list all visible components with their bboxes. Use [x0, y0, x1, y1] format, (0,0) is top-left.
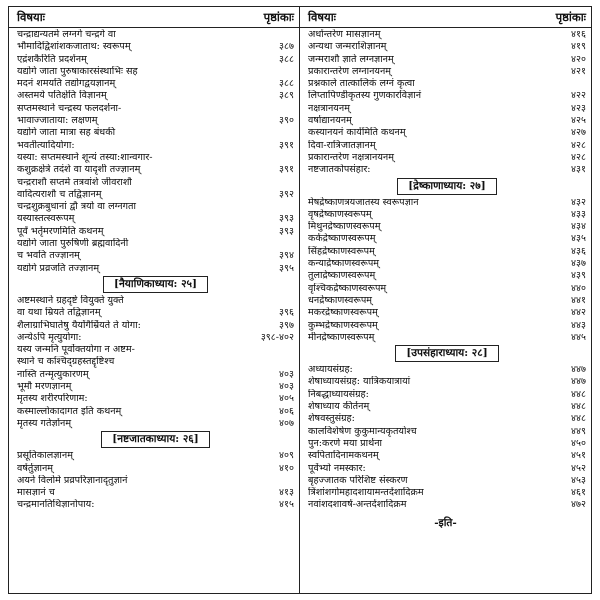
entry-title: एद्रंशकैरिति प्रदर्शनम् — [17, 53, 87, 65]
entry-page-number: ३९२ — [279, 188, 294, 200]
entry-title: सिंहद्रेष्काणस्वरूपम् — [308, 245, 375, 257]
entry-page-number: ३८७ — [279, 41, 294, 53]
entry-page-number: ४५० — [571, 437, 586, 449]
entry-page-number: ४६१ — [571, 487, 586, 499]
index-entry — [308, 41, 586, 53]
subject-heading: विषयाः — [17, 10, 45, 24]
index-entry — [308, 258, 586, 270]
index-entry — [17, 381, 294, 393]
entry-page-number: ३९३ — [279, 225, 294, 237]
index-entry — [17, 393, 294, 405]
index-entry — [308, 115, 586, 127]
entry-page-number: ४०७ — [279, 417, 294, 429]
entry-page-number: ४४० — [571, 282, 586, 294]
index-entry — [17, 90, 294, 102]
index-entry — [308, 140, 586, 152]
chapter-title: [नैयाणिकाध्याय: २५] — [103, 276, 208, 293]
entry-page-number: ४४२ — [571, 307, 586, 319]
entry-title: नास्ति तन्मृत्युकारणम् — [17, 368, 89, 380]
entry-page-number: ४४३ — [571, 319, 586, 331]
entry-page-number: ४३१ — [571, 164, 586, 176]
entry-title: भौमादिद्विशांशकजाताथ: स्वरूपम् — [17, 41, 131, 53]
index-entry — [17, 406, 294, 418]
entry-page-number: ४१३ — [279, 487, 294, 499]
index-entry — [308, 246, 586, 258]
entry-title: पुन:करणे मया प्रार्थना — [308, 437, 383, 449]
entry-page-number: ४२८ — [571, 139, 586, 151]
index-entry — [17, 344, 294, 356]
index-entry — [17, 140, 294, 152]
entry-title: मृतस्य गतेर्ज्ञानम् — [17, 417, 72, 429]
left-column-header — [9, 7, 299, 28]
index-entry — [17, 320, 294, 332]
right-entry-list — [300, 28, 591, 512]
entry-page-number: ४७२ — [571, 499, 586, 511]
entry-title: अध्यायसंग्रह: — [308, 364, 353, 376]
entry-page-number: ३९१ — [279, 139, 294, 151]
index-entry — [308, 270, 586, 282]
right-column-header — [300, 7, 591, 28]
subject-heading: विषयाः — [308, 10, 336, 24]
entry-title: धनद्रेष्काणस्वरूपम् — [308, 294, 373, 306]
index-entry — [308, 364, 586, 376]
entry-title: अन्येऽपि मृत्युयोगा: — [17, 331, 82, 343]
entry-title: यद्योगे जाता पुरुषिणी ब्रह्मवादिनी — [17, 238, 129, 250]
entry-title: यस्यास्तत्स्वरूपम् — [17, 213, 75, 225]
left-column — [9, 7, 300, 593]
entry-page-number: ४४८ — [571, 388, 586, 400]
index-entry — [308, 401, 586, 413]
entry-title: कस्माल्लोकादागत इति कथनम् — [17, 405, 122, 417]
index-entry — [308, 320, 586, 332]
index-entry — [308, 29, 586, 41]
entry-page-number: ४१५ — [279, 499, 294, 511]
chapter-heading — [308, 345, 586, 362]
chapter-title: [नष्टजातकाध्याय: २६] — [101, 431, 209, 448]
entry-title: नवांशदशावर्ष-अन्तर्दशादिक्रम — [308, 499, 407, 511]
entry-title: वादित्यराशौ च तद्विज्ञानम् — [17, 188, 102, 200]
entry-page-number: ४५२ — [571, 462, 586, 474]
entry-page-number: ३९५ — [279, 262, 294, 274]
index-entry — [308, 103, 586, 115]
index-entry — [308, 475, 586, 487]
index-entry — [308, 438, 586, 450]
entry-page-number: ३९७ — [279, 319, 294, 331]
entry-title: भावाज्जाताया: लक्षणम् — [17, 115, 98, 127]
index-entry — [308, 221, 586, 233]
chapter-title: [द्रेष्काणाध्याय: २७] — [397, 178, 496, 195]
entry-page-number: ४३६ — [571, 245, 586, 257]
index-entry — [308, 389, 586, 401]
entry-page-number: ३९४ — [279, 250, 294, 262]
index-entry — [308, 307, 586, 319]
entry-page-number: ४२२ — [571, 90, 586, 102]
entry-page-number: ३९१ — [279, 164, 294, 176]
entry-title: जन्मराशौ ज्ञाते लग्नज्ञानम् — [308, 53, 394, 65]
entry-title: चन्द्राद्यन्यतमे लग्नगे चन्द्रगे वा — [17, 29, 116, 40]
entry-title: चन्द्रमानतिथिज्ञानोपाय: — [17, 499, 95, 511]
entry-title: कर्कद्रेष्काणस्वरूपम् — [308, 233, 376, 245]
index-entry — [17, 238, 294, 250]
entry-title: प्रकारान्तरेण लग्नानयनम् — [308, 65, 392, 77]
index-entry — [17, 475, 294, 487]
entry-title: सप्तमस्थाने चन्द्रस्य फलदर्शना- — [17, 102, 122, 114]
index-entry — [17, 115, 294, 127]
entry-page-number: ४४८ — [571, 401, 586, 413]
index-entry — [308, 413, 586, 425]
index-page — [8, 6, 592, 594]
entry-title: लिप्तापिण्डीकृतस्य गुणकारविज्ञानं — [308, 90, 422, 102]
entry-page-number: ४५१ — [571, 450, 586, 462]
index-entry — [17, 164, 294, 176]
entry-page-number: ३९० — [279, 115, 294, 127]
entry-title: चन्द्रशुक्रबुधानां द्वौ त्रयो वा लग्नगता — [17, 201, 136, 213]
index-entry — [17, 127, 294, 139]
entry-title: कालविशेषेण कुकुमान्यकृतयोश्च — [308, 425, 417, 437]
entry-title: प्रसूतिकालज्ञानम् — [17, 450, 73, 462]
entry-page-number: ४१९ — [571, 41, 586, 53]
page-heading: पृष्ठांकाः — [263, 10, 294, 24]
entry-title: अन्यथा जन्मराशिज्ञानम् — [308, 41, 387, 53]
index-entry — [17, 499, 294, 511]
index-entry — [17, 250, 294, 262]
index-entry — [308, 66, 586, 78]
entry-page-number: ४०३ — [279, 381, 294, 393]
index-entry — [308, 283, 586, 295]
entry-title: मृतस्य शरीरपरिणाम: — [17, 393, 88, 405]
index-entry — [308, 499, 586, 511]
index-entry — [17, 66, 294, 78]
entry-title: अयने विलोमे प्रव्रपरिज्ञानादृतुज्ञानं — [17, 474, 128, 486]
entry-title: तुलाद्रेष्काणस्वरूपम् — [308, 270, 376, 282]
index-entry — [17, 307, 294, 319]
entry-title: स्वपितादिनामकथनम् — [308, 450, 379, 462]
right-column — [300, 7, 591, 593]
index-entry — [17, 369, 294, 381]
index-entry — [308, 164, 586, 176]
entry-title: मकरद्रेष्काणस्वरूपम् — [308, 307, 378, 319]
entry-title: कन्याद्रेष्काणस्वरूपम् — [308, 258, 380, 270]
entry-title: यस्या: सप्तमस्थाने शून्यं तस्या:शान्वगार- — [17, 151, 153, 163]
entry-page-number: ४३२ — [571, 196, 586, 208]
entry-title: अर्धान्तरेण मासज्ञानम् — [308, 29, 381, 40]
index-entry — [17, 450, 294, 462]
entry-page-number: ४२७ — [571, 127, 586, 139]
entry-title: कस्यानयनं कार्यमिति कथनम् — [308, 127, 406, 139]
entry-title: निबद्धाध्यायसंग्रह: — [308, 388, 369, 400]
entry-title: चन्द्रराशौ सप्तमे तत्रवांशे जीवराशौ — [17, 176, 132, 188]
entry-page-number: ४४७ — [571, 364, 586, 376]
index-entry — [17, 418, 294, 430]
entry-title: शैलाग्राभिघातेषु यैर्योगैर्म्रियते ते योगा: — [17, 319, 141, 331]
entry-title: त्रिंशांशगोमहादशायामन्तर्दशादिक्रम — [308, 487, 424, 499]
index-entry — [308, 90, 586, 102]
left-entry-list — [9, 28, 299, 512]
entry-page-number: ३९३ — [279, 213, 294, 225]
index-entry — [17, 152, 294, 164]
entry-page-number: ४०९ — [279, 450, 294, 462]
entry-page-number: ३८९ — [279, 90, 294, 102]
entry-title: भूमौ मरणज्ञानम् — [17, 381, 72, 393]
index-entry — [308, 78, 586, 90]
index-entry — [17, 29, 294, 41]
entry-page-number: ४३९ — [571, 270, 586, 282]
entry-title: मिथुनद्रेष्काणस्वरूपम् — [308, 221, 381, 233]
entry-title: वर्षाद्यानयनम् — [308, 115, 352, 127]
entry-page-number: ३८८ — [279, 78, 294, 90]
entry-page-number: ४३३ — [571, 208, 586, 220]
entry-title: यस्य जन्मनि पूर्वोक्तयोगा न अष्टम- — [17, 344, 135, 356]
index-entry — [17, 54, 294, 66]
index-entry — [17, 189, 294, 201]
entry-page-number: ४३५ — [571, 233, 586, 245]
index-entry — [308, 197, 586, 209]
index-entry — [308, 209, 586, 221]
index-entry — [17, 213, 294, 225]
index-entry — [308, 450, 586, 462]
entry-title: नक्षत्रानयनम् — [308, 102, 350, 114]
end-marker: -इति- — [434, 516, 457, 529]
chapter-heading — [308, 178, 586, 195]
entry-title: यद्योगे जाता मात्रा सह बंधकी — [17, 127, 116, 139]
index-entry — [308, 54, 586, 66]
index-entry — [17, 226, 294, 238]
index-entry — [308, 487, 586, 499]
index-entry — [17, 263, 294, 275]
entry-title: प्रकारान्तरेण नक्षत्रानयनम् — [308, 151, 394, 163]
page-heading: पृष्ठांकाः — [555, 10, 586, 24]
entry-page-number: ४४७ — [571, 376, 586, 388]
entry-title: मेषद्रेष्काणत्रयजातस्य स्वरूपज्ञान — [308, 196, 419, 208]
index-entry — [308, 152, 586, 164]
index-entry — [17, 332, 294, 344]
entry-page-number: ४२८ — [571, 151, 586, 163]
entry-title: वर्षर्तुज्ञानम् — [17, 462, 54, 474]
entry-page-number: ४२५ — [571, 115, 586, 127]
entry-title: बृहज्जातक परिशिष्ट संस्करण — [308, 474, 408, 486]
entry-title: शेषाध्यायसंग्रह: यात्रिकयात्रायां — [308, 376, 411, 388]
entry-page-number: ४४१ — [571, 294, 586, 306]
entry-title: मदनं शमयति तद्योगद्वयज्ञानम् — [17, 78, 116, 90]
entry-page-number: ४३७ — [571, 258, 586, 270]
entry-title: पूर्वेभ्यो नमस्कार: — [308, 462, 366, 474]
index-entry — [17, 201, 294, 213]
entry-page-number: ३८८ — [279, 53, 294, 65]
entry-title: नष्टजातकोपसंहार: — [308, 164, 371, 176]
entry-title: शेषाध्याय कीर्तनम् — [308, 401, 370, 413]
entry-title: कशुक्रक्षेत्रे तदंशे वा यादृशी तज्ज्ञानम् — [17, 164, 141, 176]
entry-page-number: ४०५ — [279, 393, 294, 405]
chapter-heading — [17, 276, 294, 293]
index-entry — [308, 233, 586, 245]
entry-title: यद्योगे जाता पुरुषाकारसंस्थाभिः सह — [17, 65, 138, 77]
entry-page-number: ३९६ — [279, 307, 294, 319]
entry-page-number: ४४९ — [571, 425, 586, 437]
index-entry — [308, 426, 586, 438]
index-entry — [17, 463, 294, 475]
index-entry — [17, 103, 294, 115]
index-entry — [17, 78, 294, 90]
entry-page-number: ४४५ — [571, 331, 586, 343]
chapter-title: [उपसंहाराध्याय: २८] — [395, 345, 498, 362]
entry-title: दिवा-रात्रिजातज्ञानम् — [308, 139, 376, 151]
entry-title: मासज्ञानं च — [17, 487, 55, 499]
index-entry — [308, 376, 586, 388]
entry-title: अस्तमये पतिक्षेति विज्ञानम् — [17, 90, 107, 102]
entry-title: स्थाने च कश्चिद्ग्रहस्तद्दृष्टिश्च — [17, 356, 115, 368]
entry-title: वृश्चिकद्रेष्काणस्वरूपम् — [308, 282, 387, 294]
entry-title: वृषद्रेष्काणस्वरूपम् — [308, 208, 372, 220]
entry-title: च भवति तज्ज्ञानम् — [17, 250, 80, 262]
entry-page-number: ४२१ — [571, 65, 586, 77]
entry-title: पूर्वं भर्तृमरणमिति कथनम् — [17, 225, 104, 237]
entry-page-number: ३९८-४०२ — [260, 331, 294, 343]
index-entry — [17, 487, 294, 499]
entry-title: शेषवस्तुसंग्रह: — [308, 413, 355, 425]
index-entry — [308, 127, 586, 139]
entry-page-number: ४१० — [279, 462, 294, 474]
entry-page-number: ४१६ — [571, 29, 586, 40]
index-entry — [308, 463, 586, 475]
entry-title: मीनद्रेष्काणस्वरूपम् — [308, 331, 375, 343]
index-entry — [17, 177, 294, 189]
entry-title: प्रश्नकाले तात्कालिकं लग्नं कृत्वा — [308, 78, 415, 90]
entry-title: यद्योगे प्रव्रजति तज्ज्ञानम् — [17, 262, 100, 274]
index-entry — [17, 41, 294, 53]
entry-title: भवतीत्यादियोगा: — [17, 139, 75, 151]
entry-title: कुम्भद्रेष्काणस्वरूपम् — [308, 319, 378, 331]
index-entry — [17, 356, 294, 368]
entry-page-number: ४२० — [571, 53, 586, 65]
entry-page-number: ४३४ — [571, 221, 586, 233]
entry-title: अष्टमस्थाने ग्रहदृष्टे वियुक्ते युक्ते — [17, 294, 124, 306]
index-entry — [17, 295, 294, 307]
entry-page-number: ४२३ — [571, 102, 586, 114]
entry-page-number: ४०६ — [279, 405, 294, 417]
entry-page-number: ४०३ — [279, 368, 294, 380]
index-entry — [308, 295, 586, 307]
chapter-heading — [17, 431, 294, 448]
index-entry — [308, 332, 586, 344]
entry-page-number: ४४८ — [571, 413, 586, 425]
entry-page-number: ४५३ — [571, 474, 586, 486]
entry-title: वा यथा म्रियते तद्विज्ञानम् — [17, 307, 101, 319]
